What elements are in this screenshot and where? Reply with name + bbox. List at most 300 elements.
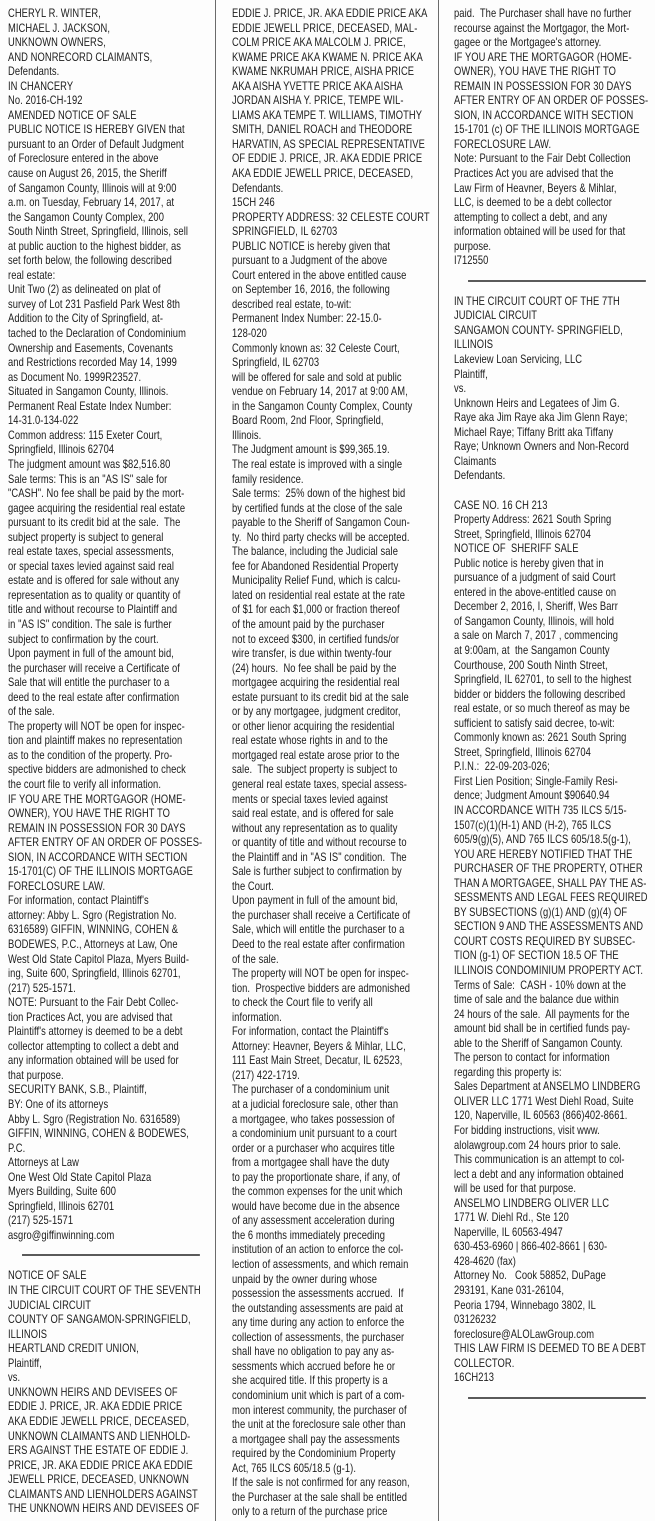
notice-line: 605/9(g)(5), AND 765 ILCS 605/18.5(g-1), — [454, 832, 631, 847]
notice-line: Unit Two (2) as delineated on plat of — [8, 282, 161, 297]
notice-line: able to the Sheriff of Sangamon County. — [454, 1035, 623, 1050]
column-1-content — [8, 6, 209, 1516]
notice-line: a mortgagee shall pay the assessments — [232, 1431, 400, 1446]
notice-line: sufficient to satisfy said decree, to-wit: — [454, 715, 615, 730]
notice-line: spective bidders are admonished to check — [8, 762, 186, 777]
notice-line: estate pursuant to its credit bid at the sale — [232, 689, 409, 704]
notice-line: Sale, which will entitle the purchaser to a — [232, 922, 405, 937]
notice-line: SPRINGFIELD, IL 62703 — [232, 224, 338, 239]
notice-line: PROPERTY ADDRESS: 32 CELESTE COURT — [232, 209, 430, 224]
notice-line: Springfield, Illinois 62701 — [8, 1198, 115, 1213]
notice-line: foreclosure@ALOLawGroup.com — [454, 1326, 595, 1341]
notice-line: UNKNOWN HEIRS AND DEVISEES OF — [8, 1384, 178, 1399]
blank-line — [454, 483, 655, 498]
notice-line: SION, IN ACCORDANCE WITH SECTION — [8, 849, 188, 864]
notice-line: PRICE, JR. AKA EDDIE PRICE AKA EDDIE — [8, 1457, 193, 1472]
notice-line: 120, Naperville, IL 60563 (866)402-8661. — [454, 1108, 628, 1123]
notice-line: If the sale is not confirmed for any reason, — [232, 1475, 410, 1490]
notice-line: a condominium unit pursuant to a court — [232, 1126, 397, 1141]
notice-line: pursuance of a judgment of said Court — [454, 570, 616, 585]
notice-line: COUNTY OF SANGAMON-SPRINGFIELD, — [8, 1312, 191, 1327]
notice-line: For information, contact the Plaintiff's — [232, 1024, 389, 1039]
notice-line: representation as to quality or quantity of — [8, 587, 181, 602]
notice-line: SMITH, DANIEL ROACH and THEODORE — [232, 122, 413, 137]
notice-line: Myers Building, Suite 600 — [8, 1184, 117, 1199]
notice-line: or quantity of title and without recourse to — [232, 835, 407, 850]
notice-line: a mortgagee, who takes possession of — [232, 1111, 395, 1126]
notice-line: Commonly known as: 2621 South Spring — [454, 730, 627, 745]
notice-line: Plaintiff, — [454, 366, 488, 381]
notice-line: BY: One of its attorneys — [8, 1097, 109, 1112]
notice-line: UNKNOWN CLAIMANTS AND LIENHOLD- — [8, 1428, 191, 1443]
notice-line: Springfield, Illinois 62704 — [8, 442, 115, 457]
notice-line: For bidding instructions, visit www. — [454, 1123, 600, 1138]
notice-line: OWNER), YOU HAVE THE RIGHT TO — [8, 806, 170, 821]
notice-line: or special taxes levied against said real — [8, 558, 175, 573]
notice-line: tion Practices Act, you are advised that — [8, 1009, 173, 1024]
notice-line: a sale on March 7, 2017 , commencing — [454, 628, 619, 643]
notice-line: of the sale. — [8, 704, 55, 719]
notice-line: collector attempting to collect a debt and — [8, 1038, 179, 1053]
notice-line: CLAIMANTS AND LIENHOLDERS AGAINST — [8, 1486, 198, 1501]
notice-line: alolawgroup.com 24 hours prior to sale. — [454, 1137, 621, 1152]
notice-line: 1507(c)(1)(H-1) AND (H-2), 765 ILCS — [454, 817, 612, 832]
notice-line: survey of Lot 231 Pasfield Park West 8th — [8, 296, 181, 311]
notice-line: 630-453-6960 | 866-402-8661 | 630- — [454, 1239, 608, 1254]
notice-line: Unknown Heirs and Legatees of Jim G. — [454, 395, 620, 410]
notice-line: dence; Judgment Amount $90640.94 — [454, 788, 610, 803]
notice-line: (217) 525-1571. — [8, 980, 76, 995]
notice-line: IF YOU ARE THE MORTGAGOR (HOME- — [8, 791, 186, 806]
notice-line: UNKNOWN OWNERS, — [8, 35, 106, 50]
notice-line: THE UNKNOWN HEIRS AND DEVISEES OF — [8, 1501, 200, 1516]
notice-line: IN THE CIRCUIT COURT OF THE SEVENTH — [8, 1283, 201, 1298]
notice-line: NOTE: Pursuant to the Fair Debt Collec- — [8, 995, 179, 1010]
notice-lakeview-raye-caption — [454, 294, 655, 483]
notice-line: Sale terms: This is an "AS IS" sale for — [8, 471, 168, 486]
notice-line: 14-31.0-134-022 — [8, 413, 79, 428]
notice-line: in "AS IS" condition. The sale is further — [8, 616, 172, 631]
notice-line: Situated in Sangamon County, Illinois. — [8, 384, 169, 399]
notice-line: West Old State Capitol Plaza, Myers Build- — [8, 951, 190, 966]
notice-line: vendue on February 14, 2017 at 9:00 AM, — [232, 384, 408, 399]
notice-line: Plaintiff's attorney is deemed to be a debt — [8, 1024, 183, 1039]
notice-line: Defendants. — [232, 180, 284, 195]
notice-line: COLM PRICE AKA MALCOLM J. PRICE, — [232, 35, 406, 50]
notice-line: First Lien Position; Single-Family Resi- — [454, 773, 618, 788]
notice-heartland-price-end — [454, 6, 655, 268]
notice-line: AND NONRECORD CLAIMANTS, — [8, 49, 153, 64]
notice-line: 15-1701(C) OF THE ILLINOIS MORTGAGE — [8, 864, 193, 879]
notice-line: Plaintiff, — [8, 1355, 42, 1370]
notice-line: JUDICIAL CIRCUIT — [8, 1297, 92, 1312]
notice-line: OWNER), YOU HAVE THE RIGHT TO — [454, 64, 616, 79]
notice-line: the purchaser will receive a Certificate of — [8, 660, 180, 675]
notice-line: Sale terms: 25% down of the highest bid — [232, 486, 406, 501]
notice-line: P.I.N.: 22-09-203-026; — [454, 759, 550, 774]
notice-line: Municipality Relief Fund, which is calcu- — [232, 573, 401, 588]
notice-line: pursuant to an Order of Default Judgment — [8, 136, 184, 151]
notice-line: Sale that will entitle the purchaser to a — [8, 675, 170, 690]
notice-line: OF EDDIE J. PRICE, JR. AKA EDDIE PRICE — [232, 151, 423, 166]
notice-line: Attorney: Heavner, Beyers & Mihlar, LLC, — [232, 1038, 406, 1053]
notice-line: unpaid by the owner during whose — [232, 1271, 378, 1286]
notice-line: tion and plaintiff makes no representation — [8, 733, 183, 748]
notice-line: the 6 months immediately preceding — [232, 1227, 386, 1242]
notice-line: ILLINOIS — [454, 337, 494, 352]
notice-line: Springfield, IL 62703 — [232, 355, 320, 370]
notice-line: JUDICIAL CIRCUIT — [454, 308, 538, 323]
notice-line: EDDIE J. PRICE, JR. AKA EDDIE PRICE — [8, 1399, 183, 1414]
notice-line: vs. — [454, 381, 467, 396]
notice-line: (24) hours. No fee shall be paid by the — [232, 660, 397, 675]
notice-line: institution of an action to enforce the col- — [232, 1242, 404, 1257]
notice-line: The judgment amount was $82,516.80 — [8, 456, 171, 471]
notice-line: real estate taxes, special assessments, — [8, 544, 174, 559]
notice-line: NOTICE OF SALE — [8, 1268, 87, 1283]
notice-line: collection of assessments, the purchaser — [232, 1329, 405, 1344]
notice-heartland-price-caption — [8, 1268, 209, 1515]
notice-line: "CASH". No fee shall be paid by the mort- — [8, 486, 185, 501]
notice-line: The property will NOT be open for inspec- — [8, 718, 185, 733]
notice-line: HARVATIN, AS SPECIAL REPRESENTATIVE — [232, 136, 425, 151]
notice-line: Courthouse, 200 South Ninth Street, — [454, 657, 608, 672]
notice-line: 128-020 — [232, 326, 267, 341]
notice-line: PUBLIC NOTICE is hereby given that — [232, 238, 391, 253]
notice-line: AFTER ENTRY OF AN ORDER OF POSSES- — [454, 93, 649, 108]
notice-line: deed to the real estate after confirmation — [8, 689, 180, 704]
notice-line: shall have no obligation to pay any as- — [232, 1344, 395, 1359]
notice-line: SECTION 9 AND THE ASSESSMENTS AND — [454, 919, 644, 934]
notice-line: The purchaser of a condominium unit — [232, 1082, 390, 1097]
notice-line: Raye aka Jim Raye aka Jim Glenn Raye; — [454, 410, 628, 425]
notice-line: mortgagee acquiring the residential real — [232, 675, 400, 690]
notice-line: SION, IN ACCORDANCE WITH SECTION — [454, 107, 634, 122]
notice-line: 24 hours of the sale. All payments for the — [454, 1006, 630, 1021]
notice-line: REMAIN IN POSSESSION FOR 30 DAYS — [454, 78, 632, 93]
notice-line: the Sangamon County Complex, 200 — [8, 209, 164, 224]
notice-line: or by any mortgagee, judgment creditor, — [232, 704, 401, 719]
column-2-content — [232, 6, 433, 1519]
notice-line: without any representation as to quality — [232, 820, 398, 835]
notice-line: Sales Department at ANSELMO LINDBERG — [454, 1079, 641, 1094]
notice-line: Attorney No. Cook 58852, DuPage — [454, 1268, 606, 1283]
notice-line: subject property is subject to general — [8, 529, 164, 544]
notice-line: as Document No. 1999R23527. — [8, 369, 142, 384]
notice-line: that purpose. — [8, 1067, 64, 1082]
section-divider — [468, 280, 646, 282]
notice-line: the court file to verify all information. — [8, 776, 162, 791]
notice-line: of the amount paid by the purchaser — [232, 616, 385, 631]
notice-line: pursuant to its credit bid at the sale. The — [8, 515, 181, 530]
notice-lakeview-raye-body — [454, 498, 655, 1385]
notice-line: SANGAMON COUNTY- SPRINGFIELD, — [454, 322, 623, 337]
notice-line: (217) 525-1571 — [8, 1213, 74, 1228]
notice-line: THIS LAW FIRM IS DEEMED TO BE A DEBT — [454, 1341, 646, 1356]
notice-security-bank-winter — [8, 6, 209, 1242]
notice-line: bidder or bidders the following described — [454, 686, 626, 701]
notice-line: Act, 765 ILCS 605/18.5 (g-1). — [232, 1460, 357, 1475]
notice-line: 15-1701 (c) OF THE ILLINOIS MORTGAGE — [454, 122, 640, 137]
notice-line: LLC, is deemed to be a debt collector — [454, 195, 612, 210]
notice-line: lection of assessments, and which remain — [232, 1257, 409, 1272]
notice-line: said real estate, and is offered for sale — [232, 806, 394, 821]
notice-line: 16CH213 — [454, 1370, 495, 1385]
notice-line: order or a purchaser who acquires title — [232, 1140, 395, 1155]
notice-line: of $1 for each $1,000 or fraction thereof — [232, 602, 400, 617]
notice-line: Attorneys at Law — [8, 1155, 79, 1170]
notice-line: regarding this property is: — [454, 1064, 562, 1079]
notice-line: LIAMS AKA TEMPE T. WILLIAMS, TIMOTHY — [232, 107, 423, 122]
notice-line: Defendants. — [8, 64, 60, 79]
notice-line: at 9:00am, at the Sangamon County — [454, 642, 610, 657]
notice-line: Public notice is hereby given that in — [454, 555, 604, 570]
notice-line: Illinois. — [232, 427, 262, 442]
notice-line: general real estate taxes, special assess- — [232, 776, 407, 791]
notice-line: or other lienor acquiring the residential — [232, 718, 395, 733]
notice-line: JORDAN AISHA Y. PRICE, TEMPE WIL- — [232, 93, 404, 108]
notice-line: payable to the Sheriff of Sangamon Coun- — [232, 515, 410, 530]
notice-line: ILLINOIS CONDOMINIUM PROPERTY ACT. — [454, 963, 644, 977]
notice-line: AFTER ENTRY OF AN ORDER OF POSSES- — [8, 835, 203, 850]
notice-line: pursuant to a Judgment of the above — [232, 253, 388, 268]
notice-line: attorney: Abby L. Sgro (Registration No. — [8, 907, 177, 922]
notice-line: ERS AGAINST THE ESTATE OF EDDIE J. — [8, 1443, 189, 1458]
notice-line: PUBLIC NOTICE IS HEREBY GIVEN that — [8, 122, 185, 137]
notice-line: of Sangamon County, Illinois, will hold — [454, 613, 614, 628]
notice-line: 6316589) GIFFIN, WINNING, COHEN & — [8, 922, 179, 937]
notice-line: Permanent Index Number: 22-15.0- — [232, 311, 382, 326]
notice-line: gagee or the Mortgagee's attorney. — [454, 35, 602, 50]
notice-line: For information, contact Plaintiff's — [8, 893, 149, 908]
notice-line: condominium unit which is part of a com- — [232, 1387, 405, 1402]
notice-heartland-price-body — [232, 6, 433, 1519]
notice-line: Note: Pursuant to the Fair Debt Collection — [454, 151, 631, 166]
notice-line: in the Sangamon County Complex, County — [232, 398, 413, 413]
notice-line: Property Address: 2621 South Spring — [454, 512, 612, 527]
notice-line: OLIVER LLC 1771 West Diehl Road, Suite — [454, 1093, 634, 1108]
notice-line: One West Old State Capitol Plaza — [8, 1169, 152, 1184]
notice-line: Raye; Unknown Owners and Non-Record — [454, 439, 629, 454]
notice-line: CHERYL R. WINTER, — [8, 6, 101, 20]
notice-line: gagee acquiring the residential real estate — [8, 500, 186, 515]
notice-line: 03126232 — [454, 1312, 497, 1327]
notice-line: the purchaser shall receive a Certificate of — [232, 907, 411, 922]
notice-line: Court entered in the above entitled cause — [232, 267, 407, 282]
notice-line: IF YOU ARE THE MORTGAGOR (HOME- — [454, 49, 632, 64]
notice-line: required by the Condominium Property — [232, 1446, 396, 1461]
notice-line: wire transfer, is due within twenty-four — [232, 646, 392, 661]
notice-line: FORECLOSURE LAW. — [454, 136, 552, 151]
notice-line: attempting to collect a debt, and any — [454, 209, 608, 224]
notice-line: EDDIE JEWELL PRICE, DECEASED, MAL- — [232, 20, 418, 35]
notice-line: will be used for that purpose. — [454, 1181, 577, 1196]
notice-line: set forth below, the following described — [8, 253, 172, 268]
notice-line: ments or special taxes levied against — [232, 791, 388, 806]
notice-line: Claimants — [454, 453, 497, 468]
notice-line: the Court. — [232, 878, 274, 893]
notice-line: would have become due in the absence — [232, 1198, 400, 1213]
notice-line: MICHAEL J. JACKSON, — [8, 20, 111, 35]
notice-line: REMAIN IN POSSESSION FOR 30 DAYS — [8, 820, 186, 835]
notice-line: possession the assessments accrued. If — [232, 1286, 404, 1301]
notice-line: 293191, Kane 031-26104, — [454, 1283, 565, 1298]
notice-line: to check the Court file to verify all — [232, 995, 373, 1010]
notice-line: TION (g-1) OF SECTION 18.5 OF THE — [454, 948, 619, 963]
notice-line: information obtained will be used for that — [454, 224, 626, 239]
notice-line: estate and is offered for sale without any — [8, 573, 180, 588]
notice-line: the common expenses for the unit which — [232, 1184, 403, 1199]
column-2 — [216, 0, 439, 1521]
notice-line: AKA EDDIE JEWELL PRICE, DECEASED, — [232, 166, 414, 181]
notice-line: KWAME NKRUMAH PRICE, AISHA PRICE — [232, 64, 415, 79]
notice-line: will be offered for sale and sold at public — [232, 369, 402, 384]
notice-line: real estate, or so much thereof as may be — [454, 701, 630, 716]
notice-line: subject to confirmation by the court. — [8, 631, 159, 646]
notice-line: described real estate, to-wit: — [232, 296, 352, 311]
notice-line: 428-4620 (fax) — [454, 1253, 516, 1268]
notice-line: KWAME PRICE AKA KWAME N. PRICE AKA — [232, 49, 423, 64]
notice-line: Street, Springfield, Illinois 62704 — [454, 744, 591, 759]
notice-line: sessments which accrued before he or — [232, 1358, 396, 1373]
notice-line: she acquired title. If this property is a — [232, 1373, 388, 1388]
notice-line: cause on August 26, 2015, the Sheriff — [8, 166, 167, 181]
notice-line: CASE NO. 16 CH 213 — [454, 497, 548, 512]
section-divider — [22, 1254, 200, 1256]
notice-line: Law Firm of Heavner, Beyers & Mihlar, — [454, 180, 617, 195]
notice-line: EDDIE J. PRICE, JR. AKA EDDIE PRICE AKA — [232, 6, 428, 20]
notice-line: 15CH 246 — [232, 195, 275, 210]
notice-line: Commonly known as: 32 Celeste Court, — [232, 340, 400, 355]
notice-line: entered in the above-entitled cause on — [454, 584, 617, 599]
notice-line: ing, Suite 600, Springfield, Illinois 62701, — [8, 966, 181, 981]
notice-line: IN THE CIRCUIT COURT OF THE 7TH — [454, 293, 620, 308]
notice-line: Michael Raye; Tiffany Britt aka Tiffany — [454, 424, 614, 439]
notice-line: ILLINOIS — [8, 1326, 48, 1341]
notice-line: The real estate is improved with a single — [232, 456, 403, 471]
notice-line: purpose. — [454, 238, 492, 253]
notice-line: of Foreclosure entered in the above — [8, 151, 159, 166]
notice-line: The balance, including the Judicial sale — [232, 544, 398, 559]
notice-line: FORECLOSURE LAW. — [8, 878, 106, 893]
notice-line: Terms of Sale: CASH - 10% down at the — [454, 977, 627, 992]
notice-line: P.C. — [8, 1140, 26, 1155]
notice-line: GIFFIN, WINNING, COHEN & BODEWES, — [8, 1126, 189, 1141]
notice-line: of the sale. — [232, 951, 279, 966]
notice-line: and Restrictions recorded May 14, 1999 — [8, 355, 177, 370]
notice-line: NOTICE OF SHERIFF SALE — [454, 541, 579, 556]
notice-line: COURT COSTS REQUIRED BY SUBSEC- — [454, 933, 636, 948]
notice-line: The person to contact for information — [454, 1050, 610, 1065]
notice-line: Practices Act you are advised that the — [454, 166, 614, 181]
notice-line: paid. The Purchaser shall have no further — [454, 6, 632, 20]
notice-line: fee for Abandoned Residential Property — [232, 558, 399, 573]
section-divider — [468, 1397, 646, 1399]
notice-line: at a judicial foreclosure sale, other than — [232, 1097, 399, 1112]
notice-line: 111 East Main Street, Decatur, IL 62523, — [232, 1053, 403, 1068]
notice-line: vs. — [8, 1370, 21, 1385]
notice-line: of Sangamon County, Illinois will at 9:00 — [8, 180, 177, 195]
notice-line: the outstanding assessments are paid at — [232, 1300, 404, 1315]
notice-line: on September 16, 2016, the following — [232, 282, 390, 297]
notice-line: JEWELL PRICE, DECEASED, UNKNOWN — [8, 1472, 189, 1487]
notice-line: from a mortgagee shall have the duty — [232, 1155, 390, 1170]
notice-line: as to the condition of the property. Pro- — [8, 747, 173, 762]
notice-line: time of sale and the balance due within — [454, 992, 619, 1007]
notice-line: HEARTLAND CREDIT UNION, — [8, 1341, 139, 1356]
notice-line: tached to the Declaration of Condominium — [8, 326, 186, 341]
notice-line: The property will NOT be open for inspec- — [232, 966, 409, 981]
notice-line: lated on residential real estate at the rate — [232, 587, 406, 602]
notice-line: SECURITY BANK, S.B., Plaintiff, — [8, 1082, 147, 1097]
notice-line: the Plaintiff and in "AS IS" condition. The — [232, 849, 407, 864]
notice-line: Peoria 1794, Winnebago 3802, IL — [454, 1297, 596, 1312]
notice-line: Naperville, IL 60563-4947 — [454, 1224, 563, 1239]
notice-line: Defendants. — [454, 468, 506, 483]
notice-line: the Purchaser at the sale shall be entitled — [232, 1489, 408, 1504]
notice-line: Upon payment in full of the amount bid, — [8, 646, 174, 661]
notice-line: to pay the proportionate share, if any, of — [232, 1169, 401, 1184]
notice-line: at public auction to the highest bidder, as — [8, 238, 182, 253]
notice-line: amount bid shall be in certified funds pay- — [454, 1021, 631, 1036]
notice-line: Board Room, 2nd Floor, Springfield, — [232, 413, 384, 428]
notice-line: Common address: 115 Exeter Court, — [8, 427, 163, 442]
notice-line: 1771 W. Diehl Rd., Ste 120 — [454, 1210, 569, 1225]
notice-line: not to exceed $300, in certified funds/or — [232, 631, 400, 646]
notice-line: BY SUBSECTIONS (g)(1) AND (g)(4) OF — [454, 904, 628, 919]
column-3-content — [454, 6, 655, 1399]
notice-line: South Ninth Street, Springfield, Illinois, sell — [8, 224, 189, 239]
notice-line: mon interest community, the purchaser of — [232, 1402, 407, 1417]
notice-line: BODEWES, P.C., Attorneys at Law, One — [8, 937, 178, 951]
notice-line: AKA AISHA YVETTE PRICE AKA AISHA — [232, 78, 403, 93]
notice-line: asgro@giffinwinning.com — [8, 1227, 115, 1242]
notice-line: SESSMENTS AND LEGAL FEES REQUIRED — [454, 890, 648, 905]
notice-line: ty. No third party checks will be accepted. — [232, 529, 410, 544]
notice-line: I712550 — [454, 253, 489, 268]
notice-line: Ownership and Easements, Covenants — [8, 340, 173, 355]
notice-line: ANSELMO LINDBERG OLIVER LLC — [454, 1195, 610, 1210]
notice-line: only to a return of the purchase price — [232, 1504, 388, 1519]
notice-line: title and without recourse to Plaintiff and — [8, 602, 178, 617]
notice-line: IN ACCORDANCE WITH 735 ILCS 5/15- — [454, 802, 627, 817]
notice-line: by certified funds at the close of the sale — [232, 500, 403, 515]
notice-line: This communication is an attempt to col- — [454, 1152, 625, 1167]
notice-line: COLLECTOR. — [454, 1355, 515, 1370]
notice-line: AMENDED NOTICE OF SALE — [8, 107, 137, 122]
notice-line: The Judgment amount is $99,365.19. — [232, 442, 390, 457]
notice-line: IN CHANCERY — [8, 78, 74, 93]
notice-line: Sale is further subject to confirmation by — [232, 864, 402, 879]
notice-line: real estate: — [8, 267, 56, 282]
notice-line: YOU ARE HEREBY NOTIFIED THAT THE — [454, 846, 633, 861]
notice-line: No. 2016-CH-192 — [8, 93, 83, 108]
notice-line: AKA EDDIE JEWELL PRICE, DECEASED, — [8, 1413, 190, 1428]
notice-line: Upon payment in full of the amount bid, — [232, 893, 398, 908]
notice-line: Addition to the City of Springfield, at- — [8, 311, 164, 326]
notice-line: Abby L. Sgro (Registration No. 6316589) — [8, 1111, 181, 1126]
notice-line: lect a debt and any information obtained — [454, 1166, 624, 1181]
notice-line: family residence. — [232, 471, 304, 486]
notice-line: Deed to the real estate after confirmation — [232, 937, 405, 951]
column-1 — [0, 0, 216, 1521]
notice-line: tion. Prospective bidders are admonished — [232, 980, 411, 995]
notice-line: Street, Springfield, Illinois 62704 — [454, 526, 591, 541]
notice-line: THAN A MORTGAGEE, SHALL PAY THE AS- — [454, 875, 647, 890]
notice-line: the unit at the foreclosure sale other than — [232, 1417, 406, 1432]
notice-line: information. — [232, 1009, 282, 1024]
notice-line: December 2, 2016, I, Sheriff, Wes Barr — [454, 599, 618, 614]
